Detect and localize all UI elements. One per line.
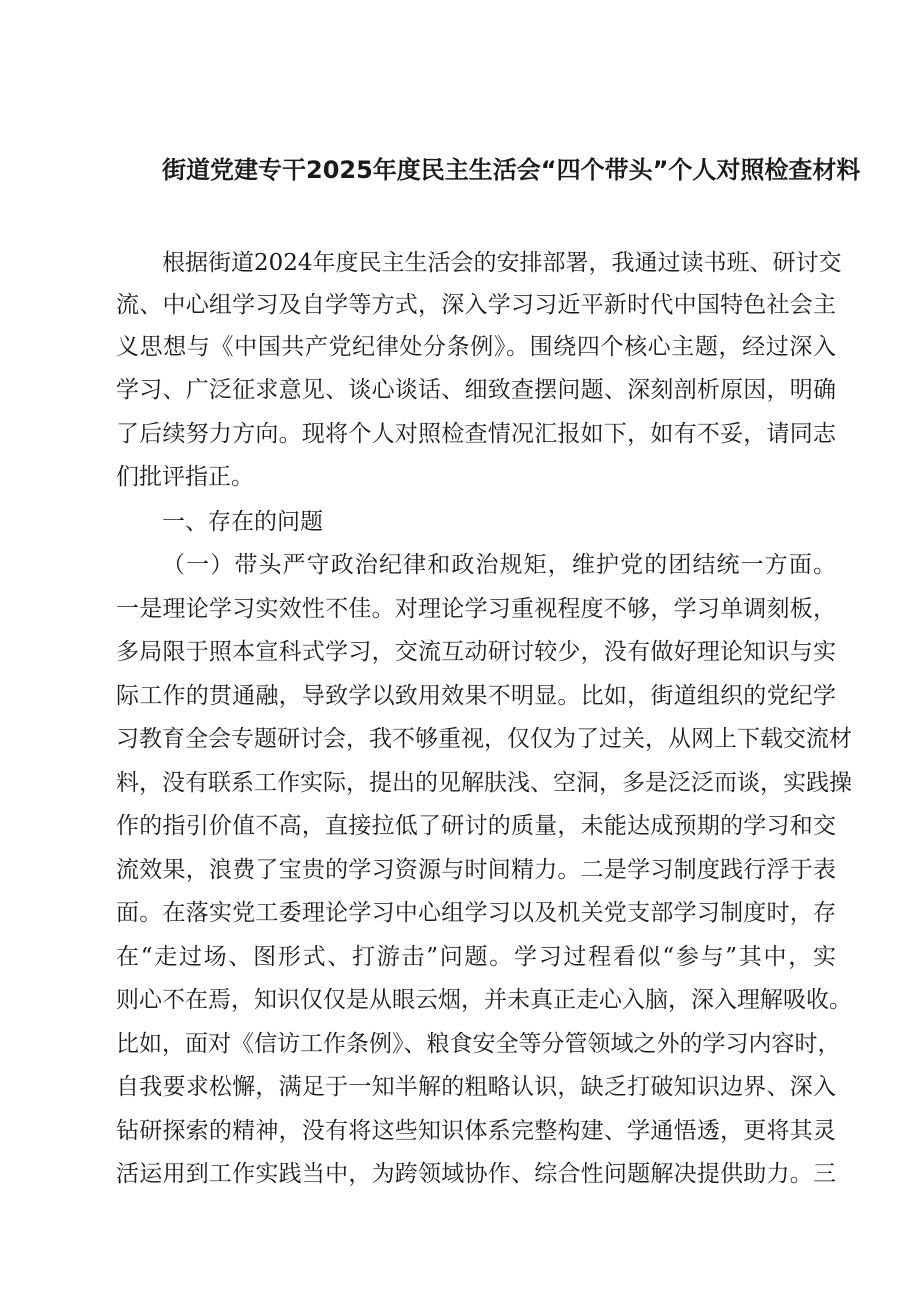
paragraph-line: 流、中心组学习及自学等方式，深入学习习近平新时代中国特色社会主 (116, 292, 836, 318)
paragraph-line: 习教育全会专题研讨会，我不够重视，仅仅为了过关，从网上下载交流材 (116, 726, 852, 752)
paragraph-line: 们批评指正。 (116, 464, 254, 490)
paragraph-line: 钻研探索的精神，没有将这些知识体系完整构建、学通悟透，更将其灵 (116, 1118, 836, 1144)
paragraph-line: 多局限于照本宣科式学习，交流互动研讨较少，没有做好理论知识与实 (116, 639, 836, 665)
paragraph-line: 流效果，浪费了宝贵的学习资源与时间精力。二是学习制度践行浮于表 (116, 857, 836, 883)
paragraph-line: 了后续努力方向。现将个人对照检查情况汇报如下，如有不妥，请同志 (116, 421, 836, 447)
paragraph-line: 自我要求松懈，满足于一知半解的粗略认识，缺乏打破知识边界、深入 (116, 1074, 836, 1100)
paragraph-line: 料，没有联系工作实际，提出的见解肤浅、空洞，多是泛泛而谈，实践操 (116, 770, 852, 796)
paragraph-line: 在“走过场、图形式、打游击”问题。学习过程看似“参与”其中，实 (116, 944, 836, 970)
paragraph-line: 际工作的贯通融，导致学以致用效果不明显。比如，街道组织的党纪学 (116, 683, 836, 709)
paragraph-line: 作的指引价值不高，直接拉低了研讨的质量，未能达成预期的学习和交 (116, 813, 836, 839)
document-title: 街道党建专干2025年度民主生活会“四个带头”个人对照检查材料 (162, 156, 861, 184)
paragraph-line: 学习、广泛征求意见、谈心谈话、细致查摆问题、深刻剖析原因，明确 (116, 377, 836, 403)
paragraph-line: 义思想与《中国共产党纪律处分条例》。围绕四个核心主题，经过深入 (116, 334, 836, 360)
section-heading: 一、存在的问题 (162, 509, 323, 535)
paragraph-line: 则心不在焉，知识仅仅是从眼云烟，并未真正走心入脑，深入理解吸收。 (116, 987, 852, 1013)
subsection-heading: （一）带头严守政治纪律和政治规矩，维护党的团结统一方面。 (162, 552, 836, 578)
paragraph-line: 比如，面对《信访工作条例》、粮食安全等分管领域之外的学习内容时， (116, 1031, 841, 1057)
paragraph-line: 一是理论学习实效性不佳。对理论学习重视程度不够，学习单调刻板， (116, 596, 836, 622)
paragraph-line: 面。在落实党工委理论学习中心组学习以及机关党支部学习制度时，存 (116, 900, 836, 926)
paragraph-line: 根据街道2024年度民主生活会的安排部署，我通过读书班、研讨交 (162, 250, 842, 276)
paragraph-line: 活运用到工作实践当中，为跨领域协作、综合性问题解决提供助力。三 (116, 1161, 836, 1187)
